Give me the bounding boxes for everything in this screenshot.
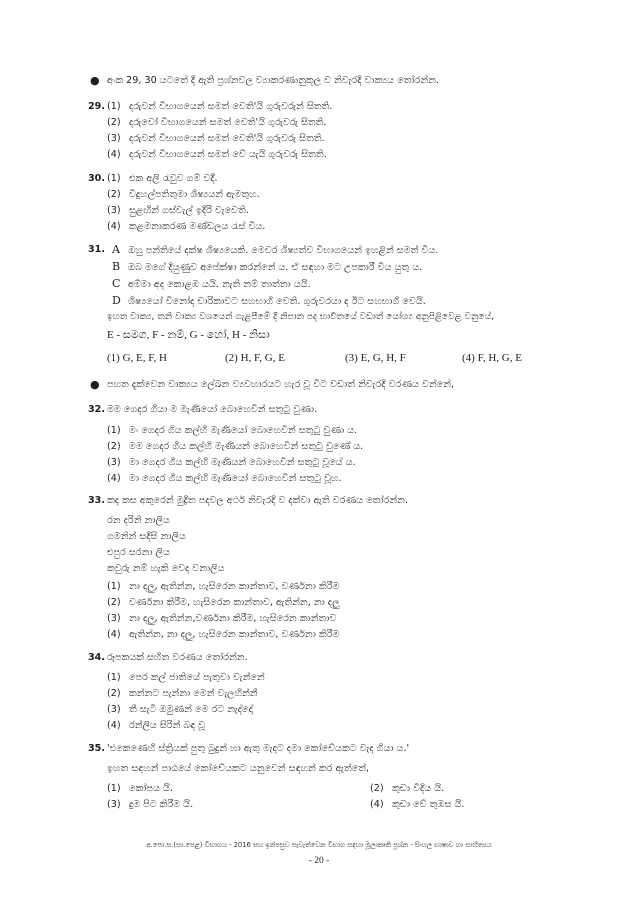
option-label: (1) [107, 173, 121, 184]
option-label: (2) [107, 688, 121, 699]
option-label: (4) [462, 352, 475, 364]
q33-verse-line: ගමනින් සදිසි නාලිය [107, 531, 186, 542]
option-label: (4) [370, 799, 384, 810]
option-text: මා ගෙදර ගිය කල්හි මැණියන් බොහෙවින් සතුටු වූයේ ය. [129, 457, 356, 468]
q30-option-1 [107, 172, 218, 185]
option-label: (2) [107, 189, 121, 200]
option-label: (2) [370, 783, 384, 794]
statement-letter: C [112, 277, 121, 290]
q31-statement-a [112, 243, 438, 257]
statement-text: අම්මා අද කොළඹ යයි. නැති නම් තාත්තා යයි. [128, 279, 311, 290]
q32-option-4 [107, 472, 342, 485]
option-text: එක අලි රැවුව ගම් වදී. [129, 173, 218, 184]
q34-option-1 [107, 671, 265, 684]
statement-letter: A [112, 243, 120, 256]
question-number: 31. [88, 244, 105, 255]
option-label: (3) [107, 799, 121, 810]
option-label: (2) [225, 352, 238, 364]
question-number: 33. [88, 495, 105, 506]
option-text: කුඩා වේ තුඹස යි. [392, 799, 465, 810]
q35-option-1 [107, 782, 173, 795]
option-label: (1) [107, 425, 121, 436]
option-label: (3) [345, 352, 358, 364]
q31-option-3 [345, 352, 406, 365]
option-text: තී සැටි ඔමුණන් මෙ රට නැද්දෝ [129, 704, 253, 715]
q29-option-2 [107, 116, 326, 129]
option-text: නා දලු, ඇතින්න, හැසිරෙන කාන්තාව, වර්ණනා කිරීම [129, 581, 340, 592]
option-label: (4) [107, 149, 121, 160]
q33-option-3 [107, 612, 336, 625]
option-text: මා ගෙදර ගිය කල්හි මැණියෝ බොහෙවින් සතුටු වූහ. [129, 473, 342, 484]
q32-prompt: මම ගෙදර ගියා ම මැණියෝ බොහෙවින් සතුටු වුණා. [107, 404, 318, 415]
option-label: (3) [107, 205, 121, 216]
q33-prompt: කද කස අකුරෙන් මුද්‍රිත පදවල අර්ථ නිවැරදි ව දක්වා ඇති වරණය තෝරන්න. [107, 495, 409, 506]
option-text: පෙර කල් ජාතියේ පැතුවා වැන්නේ [129, 672, 265, 683]
option-label: (3) [107, 613, 121, 624]
page-number: - 20 - [308, 856, 330, 866]
q31-statement-c [112, 277, 311, 291]
q34-prompt: රූපකයක් සහිත වරණය තෝරන්න. [107, 652, 248, 663]
q30-option-4 [107, 220, 265, 233]
option-text: F, H, G, E [477, 352, 522, 364]
bullet-icon: ● [90, 74, 100, 87]
option-text: දුම පිට කිරීම යි. [129, 799, 194, 810]
option-text: දරුවෝ විභාගයෙන් සමත් වෙති'යි ගුරුවරු සිතති. [129, 117, 327, 128]
q30-option-2 [107, 188, 260, 201]
option-text: කුඩා විදිය යි. [392, 783, 445, 794]
option-text: E, G, H, F [360, 352, 406, 364]
option-text: සුළඟින් ගස්වැල් ඉදිරි වැවෙති. [129, 205, 249, 216]
bullet-icon: ● [90, 378, 100, 391]
option-text: දරුවන් විභාගයෙන් සමත් වෙති'යි ගුරුවරු සිතති. [129, 133, 325, 144]
q33-option-1 [107, 580, 339, 593]
q29-option-3 [107, 132, 325, 145]
q31-statement-b [112, 260, 422, 274]
option-label: (3) [107, 457, 121, 468]
q31-instruction: ඉහත වාක්‍ය, තනි වාක්‍ය වශයෙන් ගැළපීමේ දී නිපාත පද භාවිතයේ වඩාත් යෝග්‍ය අනුපිළිවෙළ වනුයේ, [107, 312, 495, 322]
q32-option-1 [107, 424, 357, 437]
q35-prompt: 'එකෙණෙහි ස්ත්‍රියක් පුතු බුදුන් හා ඇතු මැදට දමා කෝචේයකට වැද ගියා ය.' [107, 743, 410, 754]
question-number: 32. [88, 404, 105, 415]
q33-verse-line: රන දරිනි නාලිය [107, 515, 170, 526]
q35-option-3 [107, 798, 193, 811]
footer-text: අ.පො.ස.(සා.පෙළ) විභාගය - 2016 සහ ඉන්පසුව පැවැත්වෙන විභාග සඳහා මූලාකෘති ප්‍රශ්න - සිංහල භාෂාව හා සාහිත්‍යය [146, 841, 492, 849]
option-label: (1) [107, 352, 120, 364]
option-label: (4) [107, 720, 121, 731]
q30-option-3 [107, 204, 249, 217]
option-label: (1) [107, 672, 121, 683]
option-text: මං ගෙදර ගිය කල්හි මැණියෝ බොහෙවින් සතුටු වුණා ය. [129, 425, 358, 436]
option-label: (1) [107, 101, 121, 112]
option-label: (3) [107, 704, 121, 715]
instruction-q29-30: අංක 29, 30 යටතේ දී ඇති ප්‍රශ්නවල ව්‍යාකරණානුකූල ව නිවැරදි වාක්‍යය තෝරන්න. [107, 75, 439, 86]
q33-verse-line: එපුර සරනා ලිය [107, 547, 170, 558]
option-text: ඇතින්න, නා දලු, හැසිරෙන කාන්තාව, වර්ණනා කිරීම [129, 629, 340, 640]
q31-option-2 [225, 352, 285, 365]
q33-option-2 [107, 596, 339, 609]
question-number: 30. [88, 173, 105, 184]
option-label: (4) [107, 473, 121, 484]
option-label: (2) [107, 441, 121, 452]
statement-text: ඔබ මගේ දියුණුව අපේක්ෂා කරන්නේ ය. ඒ සඳහා මට උපකාරී විය යුතු ය. [128, 262, 423, 273]
q31-option-1 [107, 352, 167, 365]
q31-key: E - සමග, F - නම්, G - හෝ, H - නිසා [107, 329, 270, 341]
statement-text: ශිෂ්‍යයෝ විනෝද චාරිකාවට සහභාගි වෙති. ගුරුවරයා ද ඊට සහභාගි වෙයි. [128, 296, 426, 307]
option-label: (4) [107, 629, 121, 640]
q34-option-4 [107, 719, 205, 732]
q32-option-2 [107, 440, 363, 453]
option-text: දරුවන් විභාගයෙන් සමත් වේ යැයි ගුරුවරු සිතති. [129, 149, 327, 160]
option-text: විදුහල්පතිතුමා ශිෂ්‍යයන් ඇමතුහ. [129, 189, 260, 200]
option-text: වර්ණනා කිරීම, හැසිරෙන කාන්තාව, ඇතින්න, නා දලු [129, 597, 340, 608]
q35-instruction: ඉහත සඳහන් පාඨයේ කෝචේයකට යනුවෙන් සඳහන් කර ඇත්තේ, [107, 763, 370, 774]
option-text: මම ගෙදර ගිය කල්හි මැණියන් බොහෙවින් සතුටු වුණේ ය. [129, 441, 364, 452]
q29-option-1 [107, 100, 332, 113]
q32-option-3 [107, 456, 356, 469]
option-text: දරුවන් විභාගයෙන් සමත් වෙති'යි ගුරුවරුන් සිතති. [129, 101, 333, 112]
statement-letter: B [112, 260, 121, 273]
option-label: (3) [107, 133, 121, 144]
option-text: නා දලු, ඇතින්න,වර්ණනා කිරීම, හැසිරෙන කාන්තාව [129, 613, 337, 624]
option-label: (4) [107, 221, 121, 232]
option-text: කන්නට පැන්නා මෙන් වැලහින්නී [129, 688, 258, 699]
option-label: (2) [107, 117, 121, 128]
q29-option-4 [107, 148, 327, 161]
question-number: 34. [88, 652, 105, 663]
instruction-q32: පහත දැක්වෙන වාක්‍යය ලේඛන ව්‍යවහාරයට හැර වූ විට වඩාත් නිවැරදි වරණය වන්නේ, [107, 379, 455, 390]
statement-letter: D [112, 294, 121, 307]
question-number: 29. [88, 101, 105, 112]
option-label: (1) [107, 581, 121, 592]
option-label: (1) [107, 783, 121, 794]
q31-statement-d [112, 294, 426, 308]
q34-option-2 [107, 687, 258, 700]
option-text: කළමනාකරණ මණ්ඩලය රැස් විය. [129, 221, 266, 232]
option-text: රන්ලිය සිරින් බඳ වූ [129, 720, 206, 731]
q35-option-2 [370, 782, 444, 795]
option-text: H, F, G, E [240, 352, 285, 364]
q33-option-4 [107, 628, 339, 641]
statement-text: ඔහු පන්තියේ දක්ෂ ශිෂ්‍යයෙකි. මෙවර ශිෂ්‍යත්ව විභාගයෙන් ඉහළින් සමත් විය. [128, 245, 439, 256]
q31-option-4 [462, 352, 522, 365]
question-number: 35. [88, 743, 105, 754]
q34-option-3 [107, 703, 253, 716]
q35-option-4 [370, 798, 464, 811]
option-text: කෝපය යි. [129, 783, 173, 794]
option-text: G, E, F, H [122, 352, 167, 364]
q33-verse-line: කවුරු නම් හැකි වෙද වනාලිය [107, 563, 225, 574]
option-label: (2) [107, 597, 121, 608]
